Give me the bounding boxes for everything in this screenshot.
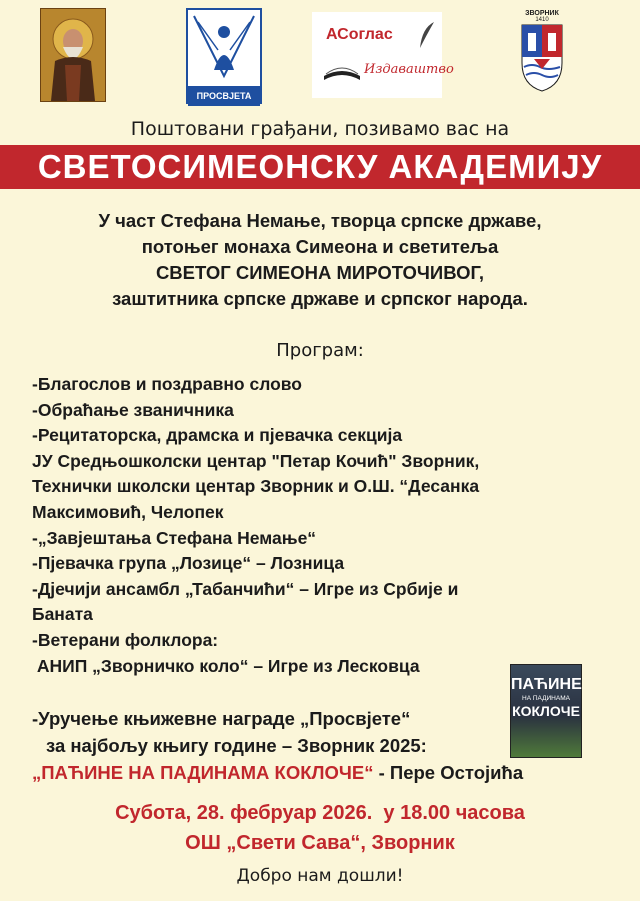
intro-line: У част Стефана Немање, творца српске државе,	[98, 210, 542, 231]
program-item: -Благослов и поздравно слово	[32, 374, 302, 394]
program-item: -„Завјештања Стефана Немање“	[32, 527, 317, 548]
program-item: АНИП „Зворничко коло“ – Игре из Лесковца	[32, 655, 420, 676]
event-datetime: Субота, 28. фебруар 2026. у 18.00 часова	[115, 802, 525, 824]
asoglas-publishing-logo	[312, 12, 454, 98]
award-line: за најбољу књигу године – Зворник 2025:	[46, 735, 427, 756]
book-icon	[322, 56, 362, 82]
academy-banner: СВЕТОСИМЕОНСКУ АКАДЕМИЈУ	[0, 145, 640, 189]
event-info	[0, 798, 640, 858]
program-list	[32, 372, 592, 679]
shield-icon	[520, 23, 564, 93]
program-title: Програм:	[276, 340, 364, 361]
program-item: ЈУ Средњошколски центар "Петар Кочић" Зворник,	[32, 450, 480, 471]
program-item: -Рецитаторска, драмска и пјевачка секција	[32, 425, 403, 446]
logos-row	[0, 0, 640, 110]
welcome-text: Добро нам дошли!	[236, 866, 404, 886]
zvornik-coat-of-arms	[520, 10, 564, 96]
award-block	[32, 705, 592, 786]
program-item: Баната	[32, 604, 93, 625]
book-cover-title-top: ПАЋИНЕ	[511, 676, 582, 693]
award-line: -Уручење књижевне награде „Просвјете“	[32, 708, 411, 729]
intro-line: потоњег монаха Симеона и светитеља	[141, 236, 499, 257]
program-item: -Ветерани фолклора:	[32, 629, 219, 650]
saint-simeon-icon	[40, 8, 106, 102]
program-item: -Обраћање званичника	[32, 399, 234, 420]
program-item: Технички школски центар Зворник и О.Ш. “Десанка	[32, 476, 480, 497]
quill-icon	[416, 20, 436, 50]
book-cover-title-mid: НА ПАДИНАМА	[522, 695, 570, 702]
intro-block	[0, 208, 640, 312]
event-venue: ОШ „Свети Сава“, Зворник	[185, 832, 455, 854]
award-author: - Пере Остојића	[373, 762, 524, 783]
program-item: -Дјечији ансамбл „Табанчићи“ – Игре из Србије и	[32, 578, 459, 599]
zvornik-label: ЗВОРНИК	[525, 10, 559, 17]
award-book-line	[32, 759, 592, 786]
book-cover-title-bottom: КОКЛОЧЕ	[512, 703, 580, 719]
zvornik-year: 1410	[535, 17, 549, 23]
asoglas-sub: Издаваштво	[364, 62, 454, 77]
prosvjeta-logo	[186, 8, 262, 104]
prosvjeta-label: ПРОСВЈЕТА	[188, 86, 260, 106]
program-item: -Пјевачка група „Лозице“ – Лозница	[32, 553, 345, 574]
invitation-line: Поштовани грађани, позивамо вас на	[130, 118, 510, 140]
program-item: Максимовић, Челопек	[32, 501, 224, 522]
intro-line: СВЕТОГ СИМЕОНА МИРОТОЧИВОГ,	[155, 262, 485, 283]
intro-line: заштитника српске државе и српског народа.	[112, 288, 528, 309]
asoglas-brand: АСоглас	[326, 26, 393, 43]
award-book-title: „ПАЋИНЕ НА ПАДИНАМА КОКЛОЧЕ“	[32, 762, 374, 783]
